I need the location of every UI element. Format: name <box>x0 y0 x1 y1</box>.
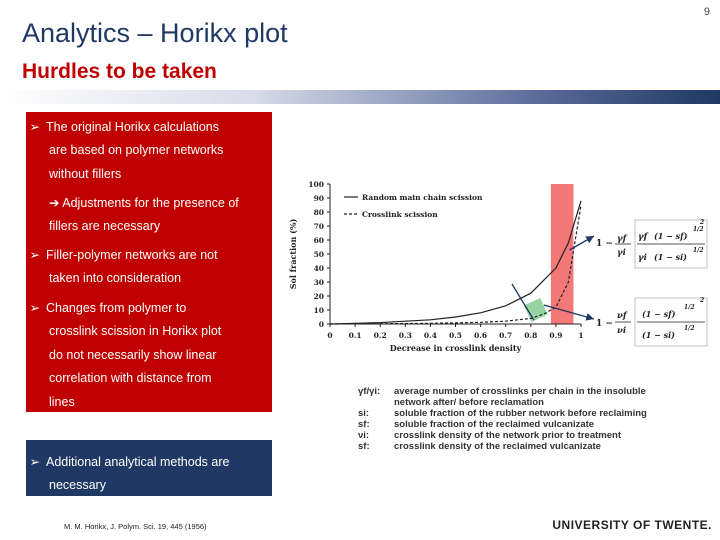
arrow-bullet-icon: ➢ <box>26 455 40 469</box>
bullet-1-line-3: without fillers <box>49 167 122 181</box>
formula-lower-num-exp: 1/2 <box>684 304 695 311</box>
x-axis-label: Decrease in crosslink density <box>389 343 522 353</box>
methods-box <box>26 440 272 496</box>
formula-upper-gamma-f: γf <box>617 234 627 244</box>
formula-lower-nu-f: νf <box>617 311 627 321</box>
formula-lower-sq: 2 <box>700 297 705 304</box>
y-tick-label: 80 <box>313 208 324 217</box>
y-tick-label: 60 <box>313 236 324 245</box>
legend-label-series-2: Crosslink scission <box>362 210 438 219</box>
page-number: 9 <box>703 6 710 18</box>
arrow-bullet-icon: ➢ <box>26 301 40 315</box>
legend-symbol: sf: <box>358 419 370 430</box>
university-logo: UNIVERSITY OF TWENTE. <box>552 518 712 532</box>
formula-upper-den-term: (1 − si) <box>654 252 687 262</box>
bullet-2-line-2: taken into consideration <box>49 271 182 285</box>
y-tick-label: 90 <box>313 194 324 203</box>
reference-citation: M. M. Horikx, J. Polym. Sci. 19, 445 (1956) <box>64 522 207 531</box>
x-tick-label: 0.6 <box>474 331 488 340</box>
y-tick-label: 20 <box>313 292 324 301</box>
arrow-bullet-icon: ➢ <box>26 248 40 262</box>
formula-upper-num-term: (1 − sf) <box>654 231 688 241</box>
right-arrow-icon: ➔ <box>49 196 63 210</box>
legend-symbol: sf: <box>358 441 370 452</box>
sub-bullet-line-1: ➔ Adjustments for the presence of <box>49 196 239 210</box>
x-tick-label: 0.4 <box>423 331 437 340</box>
y-tick-label: 40 <box>313 264 324 273</box>
formula-upper-gamma-i: γi <box>617 248 626 258</box>
bullet-1-line-1: ➢ The original Horikx calculations <box>26 120 219 134</box>
legend-symbol: si: <box>358 408 370 419</box>
legend-symbol <box>358 397 394 408</box>
bullet-3-line-3: do not necessarily show linear <box>49 348 217 362</box>
arrow-line-extra <box>512 284 534 320</box>
legend-symbol: νi: <box>358 430 370 441</box>
sub-bullet-line-2: fillers are necessary <box>49 219 161 233</box>
bullet-3-line-5: lines <box>49 395 75 409</box>
slide-title: Analytics – Horikx plot <box>22 18 288 48</box>
y-tick-label: 50 <box>313 250 324 259</box>
formula-upper-num-gamma: γf <box>638 232 648 242</box>
legend-symbol: γf/γi: <box>358 386 381 397</box>
symbol-legend <box>358 386 678 452</box>
formula-upper-minus: 1 − <box>596 239 613 249</box>
formula-lower-nu-i: νi <box>617 326 627 336</box>
legend-text: crosslink density of the network prior to treatment <box>394 430 621 441</box>
bullet-3-line-1: ➢ Changes from polymer to <box>26 301 187 315</box>
methods-line-1: ➢ Additional analytical methods are <box>26 455 230 469</box>
formula-upper-den-gamma: γi <box>638 253 647 263</box>
formula-lower-num-term: (1 − sf) <box>642 309 676 319</box>
x-tick-label: 0.7 <box>499 331 513 340</box>
y-tick-label: 30 <box>313 278 324 287</box>
formula-lower-den-term: (1 − si) <box>642 330 675 340</box>
legend-text: average number of crosslinks per chain in the insoluble <box>394 386 646 397</box>
x-tick-label: 0.2 <box>373 331 387 340</box>
bullet-1-line-2: are based on polymer networks <box>49 143 224 157</box>
hurdles-box <box>26 112 272 412</box>
formula-upper-den-exp: 1/2 <box>693 247 704 254</box>
legend-label-series-1: Random main chain scission <box>362 193 483 202</box>
x-tick-label: 0.3 <box>398 331 412 340</box>
slide-subtitle: Hurdles to be taken <box>22 60 217 83</box>
formula-upper-sq: 2 <box>700 219 705 226</box>
legend-text: crosslink density of the reclaimed vulcanizate <box>394 441 601 452</box>
y-axis-label: Sol fraction (%) <box>288 218 298 290</box>
formula-lower-minus: 1 − <box>596 319 613 329</box>
legend-text: network after/ before reclamation <box>394 397 544 408</box>
legend-text: soluble fraction of the rubber network before reclaiming <box>394 408 647 419</box>
formula-lower-den-exp: 1/2 <box>684 325 695 332</box>
x-tick-label: 0.1 <box>348 331 362 340</box>
y-tick-label: 0 <box>318 320 324 329</box>
header-gradient-bar <box>0 90 720 104</box>
x-tick-label: 0.5 <box>448 331 463 340</box>
arrow-bullet-icon: ➢ <box>26 120 40 134</box>
formula-upper-num-exp: 1/2 <box>693 226 704 233</box>
x-tick-label: 0.8 <box>524 331 538 340</box>
horikx-plot <box>286 176 716 376</box>
bullet-2-line-1: ➢ Filler-polymer networks are not <box>26 248 218 262</box>
bullet-3-line-4: correlation with distance from <box>49 371 212 385</box>
y-tick-label: 70 <box>313 222 324 231</box>
legend-text: soluble fraction of the reclaimed vulcanizate <box>394 419 595 430</box>
bullet-3-line-2: crosslink scission in Horikx plot <box>49 324 222 338</box>
y-tick-label: 10 <box>313 306 324 315</box>
x-tick-label: 0.9 <box>549 331 563 340</box>
x-tick-label: 0 <box>327 331 333 340</box>
y-tick-label: 100 <box>308 180 324 189</box>
x-tick-label: 1 <box>578 331 584 340</box>
methods-line-2: necessary <box>49 478 106 492</box>
